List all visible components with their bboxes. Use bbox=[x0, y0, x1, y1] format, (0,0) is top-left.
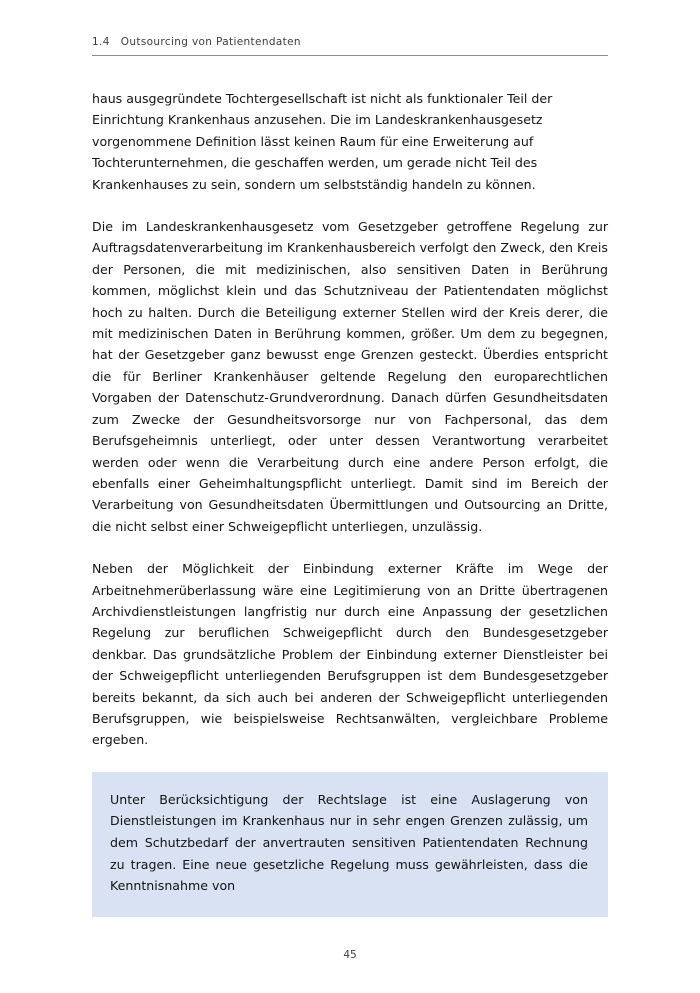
body-paragraph: haus ausgegründete Tochtergesellschaft ist nicht als funktionaler Teil der Einrichtung Krankenhaus anzusehen. Die im Landeskrankenhausgesetz vorgenommene Definition lässt keinen Raum für eine Erweiterung auf Tochterunternehmen, die geschaffen werden, um gerade nicht Teil des Krankenhauses zu sein, sondern um selbstständig handeln zu können. bbox=[92, 91, 553, 192]
callout-text: Unter Berücksichtigung der Rechtslage ist eine Auslagerung von Dienstleistungen im Krankenhaus nur in sehr engen Grenzen zulässig, um dem Schutzbedarf der anvertrauten sensitiven Patientendaten Rechnung zu tragen. Eine neue gesetzliche Regelung muss gewährleisten, dass die Kenntnisnahme von bbox=[110, 791, 588, 894]
body-paragraph: Die im Landeskrankenhausgesetz vom Gesetzgeber getroffene Regelung zur Auftragsdatenverarbeitung im Krankenhausbereich verfolgt den Zweck, den Kreis der Personen, die mit medizinischen, also sensitiven Daten in Berührung kommen, möglichst klein und das Schutzniveau der Patientendaten möglichst hoch zu halten. Durch die Beteiligung externer Stellen wird der Kreis derer, die mit medizinischen Daten in Berührung kommen, größer. Um dem zu begegnen, hat der Gesetzgeber ganz bewusst enge Grenzen gesteckt. Überdies entspricht die für Berliner Krankenhäuser geltende Regelung den europarechtlichen Vorgaben der Datenschutz-Grundverordnung. Danach dürfen Gesundheitsdaten zum Zwecke der Gesundheitsvorsorge nur von Fachpersonal, das dem Berufsgeheimnis unterliegt, oder unter dessen Verantwortung verarbeitet werden oder wenn die Verarbeitung durch eine andere Person erfolgt, die ebenfalls einer Geheimhaltungspflicht unterliegt. Damit sind im Bereich der Verarbeitung von Gesundheitsdaten Übermittlungen und Outsourcing an Dritte, die nicht selbst einer Schweigepflicht unterliegen, unzulässig. bbox=[92, 219, 608, 534]
page-content bbox=[92, 88, 608, 917]
body-paragraph: Neben der Möglichkeit der Einbindung externer Kräfte im Wege der Arbeitnehmerüberlassung wäre eine Legitimierung von an Dritte übertragenen Archivdienstleistungen langfristig nur durch eine Anpassung der gesetzlichen Regelung zur beruflichen Schweigepflicht durch den Bundesgesetzgeber denkbar. Das grundsätzliche Problem der Einbindung externer Dienstleister bei der Schweigepflicht unterliegenden Berufsgruppen ist dem Bundesgesetzgeber bereits bekannt, da sich auch bei anderen der Schweigepflicht unterliegenden Berufsgruppen, wie beispielsweise Rechtsanwälten, vergleichbare Probleme ergeben. bbox=[92, 561, 608, 748]
header-divider bbox=[92, 55, 608, 56]
page-header bbox=[92, 36, 608, 56]
section-title: Outsourcing von Patientendaten bbox=[120, 36, 301, 48]
page-footer bbox=[0, 943, 700, 962]
page-number: 45 bbox=[343, 949, 357, 961]
highlight-callout-box bbox=[92, 772, 608, 917]
section-number: 1.4 bbox=[92, 36, 110, 48]
running-head bbox=[92, 36, 608, 55]
